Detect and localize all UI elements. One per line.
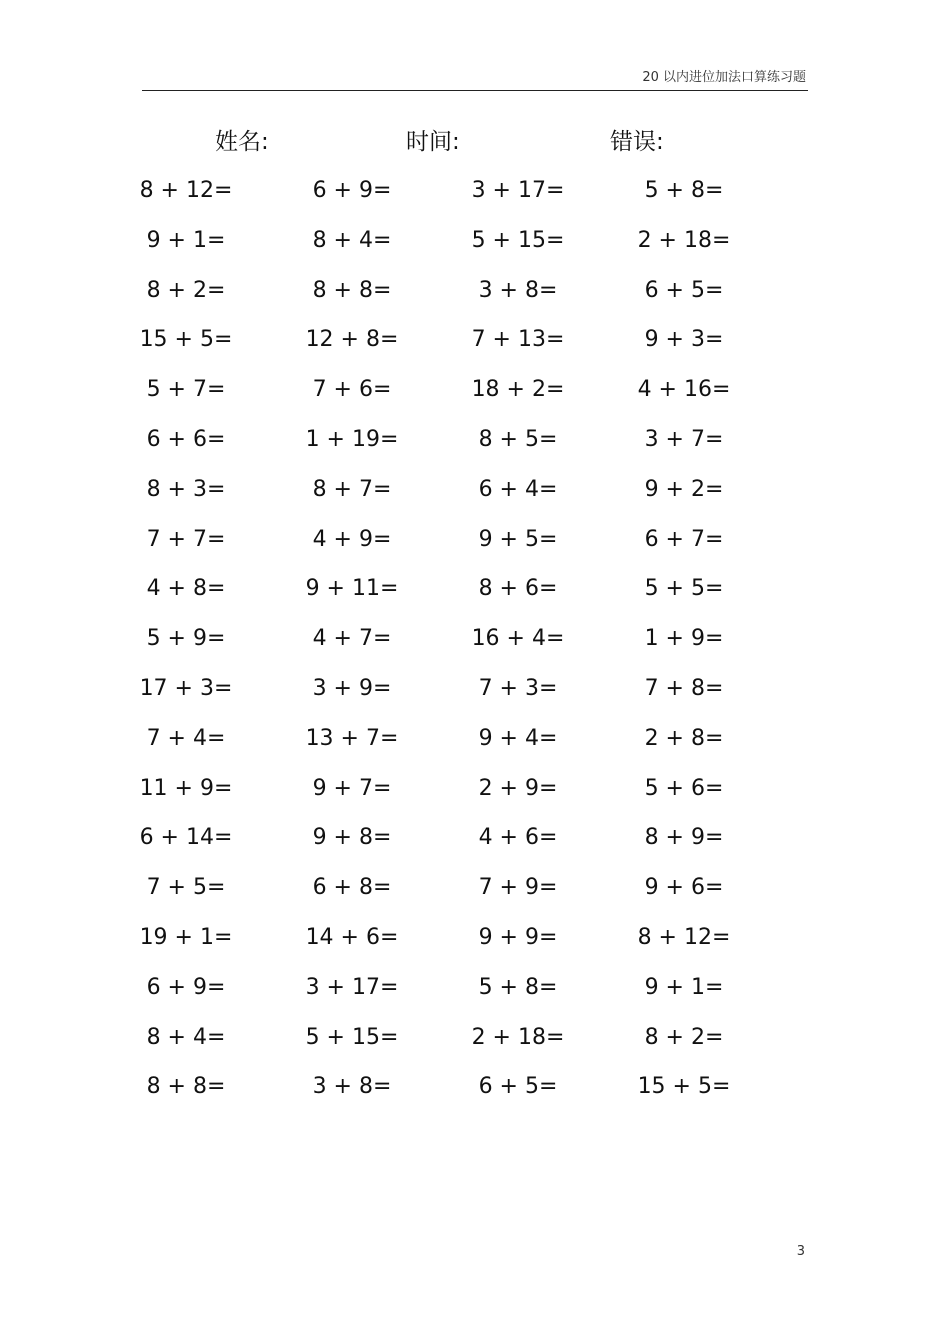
problem-item: 5 + 15= [471,227,565,253]
problem-item: 8 + 5= [478,426,558,452]
problem-item: 8 + 2= [644,1024,724,1050]
problem-item: 9 + 5= [478,526,558,552]
problem-item: 8 + 8= [312,277,392,303]
problem-item: 5 + 15= [305,1024,399,1050]
problem-item: 2 + 8= [644,725,724,751]
problem-item: 9 + 11= [305,576,399,602]
problem-item: 14 + 6= [305,924,399,950]
problem-item: 17 + 3= [139,675,233,701]
problem-item: 7 + 9= [478,875,558,901]
problem-item: 9 + 8= [312,825,392,851]
problem-row [0,715,950,765]
problem-item: 9 + 1= [644,974,724,1000]
problem-item: 7 + 13= [471,327,565,353]
problem-item: 7 + 4= [146,725,226,751]
problem-item: 8 + 2= [146,277,226,303]
problem-row [0,267,950,317]
problem-item: 4 + 6= [478,825,558,851]
problem-item: 8 + 4= [146,1024,226,1050]
header-title: 20 以内进位加法口算练习题 [642,70,806,85]
problem-row [0,964,950,1014]
problem-item: 7 + 5= [146,875,226,901]
problem-item: 11 + 9= [139,775,233,801]
problem-item: 7 + 8= [644,675,724,701]
problem-item: 4 + 9= [312,526,392,552]
problem-item: 8 + 7= [312,476,392,502]
problem-item: 4 + 8= [146,576,226,602]
problem-item: 3 + 17= [471,178,565,203]
problem-item: 8 + 12= [139,178,233,203]
problem-item: 19 + 1= [139,924,233,950]
problem-item: 3 + 17= [305,974,399,1000]
problem-item: 5 + 9= [146,626,226,652]
problem-row [0,765,950,815]
problem-item: 2 + 9= [478,775,558,801]
problem-item: 6 + 9= [146,974,226,1000]
problem-item: 1 + 19= [305,426,399,452]
problem-item: 8 + 4= [312,227,392,253]
problem-item: 7 + 6= [312,377,392,403]
problem-row [0,914,950,964]
problem-item: 3 + 8= [312,1074,392,1100]
problem-item: 2 + 18= [471,1024,565,1050]
problem-row [0,565,950,615]
problem-item: 1 + 9= [644,626,724,652]
problem-row [0,316,950,366]
problem-item: 16 + 4= [471,626,565,652]
problem-item: 5 + 5= [644,576,724,602]
problem-item: 6 + 8= [312,875,392,901]
problem-item: 4 + 16= [637,377,731,403]
problem-item: 6 + 5= [478,1074,558,1100]
problem-item: 9 + 6= [644,875,724,901]
info-row [0,124,950,164]
problem-item: 9 + 4= [478,725,558,751]
errors-label: 错误: [610,129,664,155]
problem-item: 15 + 5= [139,327,233,353]
time-label: 时间: [406,129,460,155]
problem-item: 5 + 7= [146,377,226,403]
problem-row [0,665,950,715]
problem-row [0,516,950,566]
problem-row [0,615,950,665]
problem-row [0,864,950,914]
problem-item: 6 + 6= [146,426,226,452]
problem-item: 3 + 9= [312,675,392,701]
problem-item: 8 + 9= [644,825,724,851]
problem-item: 9 + 1= [146,227,226,253]
problem-item: 6 + 7= [644,526,724,552]
problem-item: 9 + 9= [478,924,558,950]
problem-item: 9 + 3= [644,327,724,353]
problem-item: 5 + 8= [478,974,558,1000]
problem-item: 3 + 8= [478,277,558,303]
problem-item: 8 + 3= [146,476,226,502]
problem-row [0,814,950,864]
problem-row [0,217,950,267]
problem-item: 9 + 7= [312,775,392,801]
problem-item: 6 + 4= [478,476,558,502]
problem-item: 5 + 8= [644,178,724,203]
problem-item: 12 + 8= [305,327,399,353]
problem-item: 8 + 8= [146,1074,226,1100]
problem-item: 8 + 12= [637,924,731,950]
problem-item: 7 + 7= [146,526,226,552]
problem-item: 6 + 9= [312,178,392,203]
problem-row [0,1014,950,1064]
problem-item: 2 + 18= [637,227,731,253]
problem-item: 18 + 2= [471,377,565,403]
problem-item: 6 + 5= [644,277,724,303]
problem-item: 6 + 14= [139,825,233,851]
problem-item: 9 + 2= [644,476,724,502]
problem-row [0,167,950,217]
problem-row [0,416,950,466]
problem-row [0,1063,950,1113]
problem-item: 13 + 7= [305,725,399,751]
problem-row [0,366,950,416]
page-number: 3 [796,1244,805,1259]
problem-item: 8 + 6= [478,576,558,602]
problem-grid [0,167,950,1113]
problem-item: 7 + 3= [478,675,558,701]
problem-item: 15 + 5= [637,1074,731,1100]
problem-item: 4 + 7= [312,626,392,652]
page-header [142,64,808,91]
problem-item: 3 + 7= [644,426,724,452]
problem-row [0,466,950,516]
problem-item: 5 + 6= [644,775,724,801]
name-label: 姓名: [215,129,269,155]
